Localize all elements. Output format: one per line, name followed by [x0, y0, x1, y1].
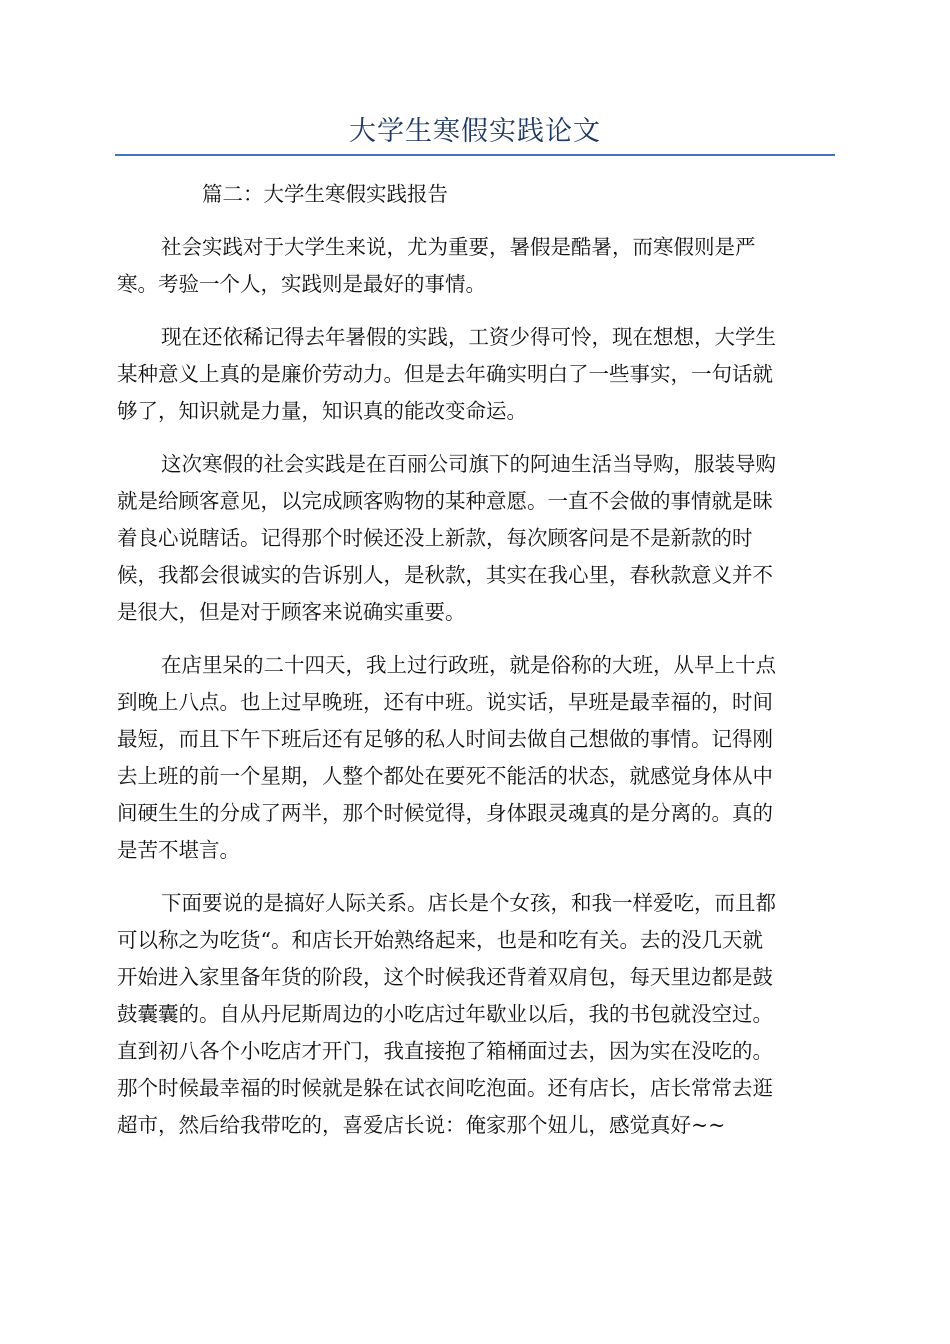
body-paragraph	[117, 885, 833, 1144]
body-paragraph	[117, 446, 833, 631]
paragraph-line: 是苦不堪言。	[117, 838, 240, 862]
paragraph-line: 去上班的前一个星期，人整个都处在要死不能活的状态，就感觉身体从中	[117, 764, 773, 788]
paragraph-line: 直到初八各个小吃店才开门，我直接抱了箱桶面过去，因为实在没吃的。	[117, 1039, 773, 1063]
section-heading-text: 篇二：大学生寒假实践报告	[202, 182, 448, 206]
paragraph-line: 某种意义上真的是廉价劳动力。但是去年确实明白了一些事实，一句话就	[117, 362, 773, 386]
body-paragraph	[117, 647, 833, 869]
paragraph-line: 间硬生生的分成了两半，那个时候觉得，身体跟灵魂真的是分离的。真的	[117, 801, 773, 825]
paragraph-list	[117, 229, 833, 1144]
paragraph-line: 就是给顾客意见，以完成顾客购物的某种意愿。一直不会做的事情就是昧	[117, 489, 773, 513]
title-underline	[115, 154, 835, 156]
paragraph-line: 开始进入家里备年货的阶段，这个时候我还背着双肩包，每天里边都是鼓	[117, 965, 773, 989]
paragraph-line: 最短，而且下午下班后还有足够的私人时间去做自己想做的事情。记得刚	[117, 727, 773, 751]
paragraph-line: 候，我都会很诚实的告诉别人，是秋款，其实在我心里，春秋款意义并不	[117, 563, 773, 587]
paragraph-line: 那个时候最幸福的时候就是躲在试衣间吃泡面。还有店长，店长常常去逛	[117, 1076, 773, 1100]
paragraph-line: 鼓囊囊的。自从丹尼斯周边的小吃店过年歇业以后，我的书包就没空过。	[117, 1002, 773, 1026]
paragraph-line: 寒。考验一个人，实践则是最好的事情。	[117, 272, 486, 296]
paragraph-line: 是很大，但是对于顾客来说确实重要。	[117, 600, 466, 624]
paragraph-line: 到晚上八点。也上过早晚班，还有中班。说实话，早班是最幸福的，时间	[117, 690, 773, 714]
section-heading	[117, 176, 833, 213]
paragraph-line: 可以称之为吃货“。和店长开始熟络起来，也是和吃有关。去的没几天就	[117, 928, 763, 952]
paragraph-line: 这次寒假的社会实践是在百丽公司旗下的阿迪生活当导购，服装导购	[161, 452, 776, 476]
paragraph-line: 着良心说瞎话。记得那个时候还没上新款，每次顾客问是不是新款的时	[117, 526, 753, 550]
paragraph-line: 够了，知识就是力量，知识真的能改变命运。	[117, 399, 527, 423]
paragraph-line: 超市，然后给我带吃的，喜爱店长说：俺家那个妞儿，感觉真好~~	[117, 1113, 726, 1137]
paragraph-line: 下面要说的是搞好人际关系。店长是个女孩，和我一样爱吃，而且都	[161, 891, 776, 915]
document-title: 大学生寒假实践论文	[349, 116, 601, 147]
body-paragraph	[117, 229, 833, 303]
document-body	[117, 176, 833, 1160]
paragraph-line: 在店里呆的二十四天，我上过行政班，就是俗称的大班，从早上十点	[161, 653, 776, 677]
paragraph-line: 现在还依稀记得去年暑假的实践，工资少得可怜，现在想想，大学生	[161, 325, 776, 349]
paragraph-line: 社会实践对于大学生来说，尤为重要，暑假是酷暑，而寒假则是严	[161, 235, 756, 259]
body-paragraph	[117, 319, 833, 430]
